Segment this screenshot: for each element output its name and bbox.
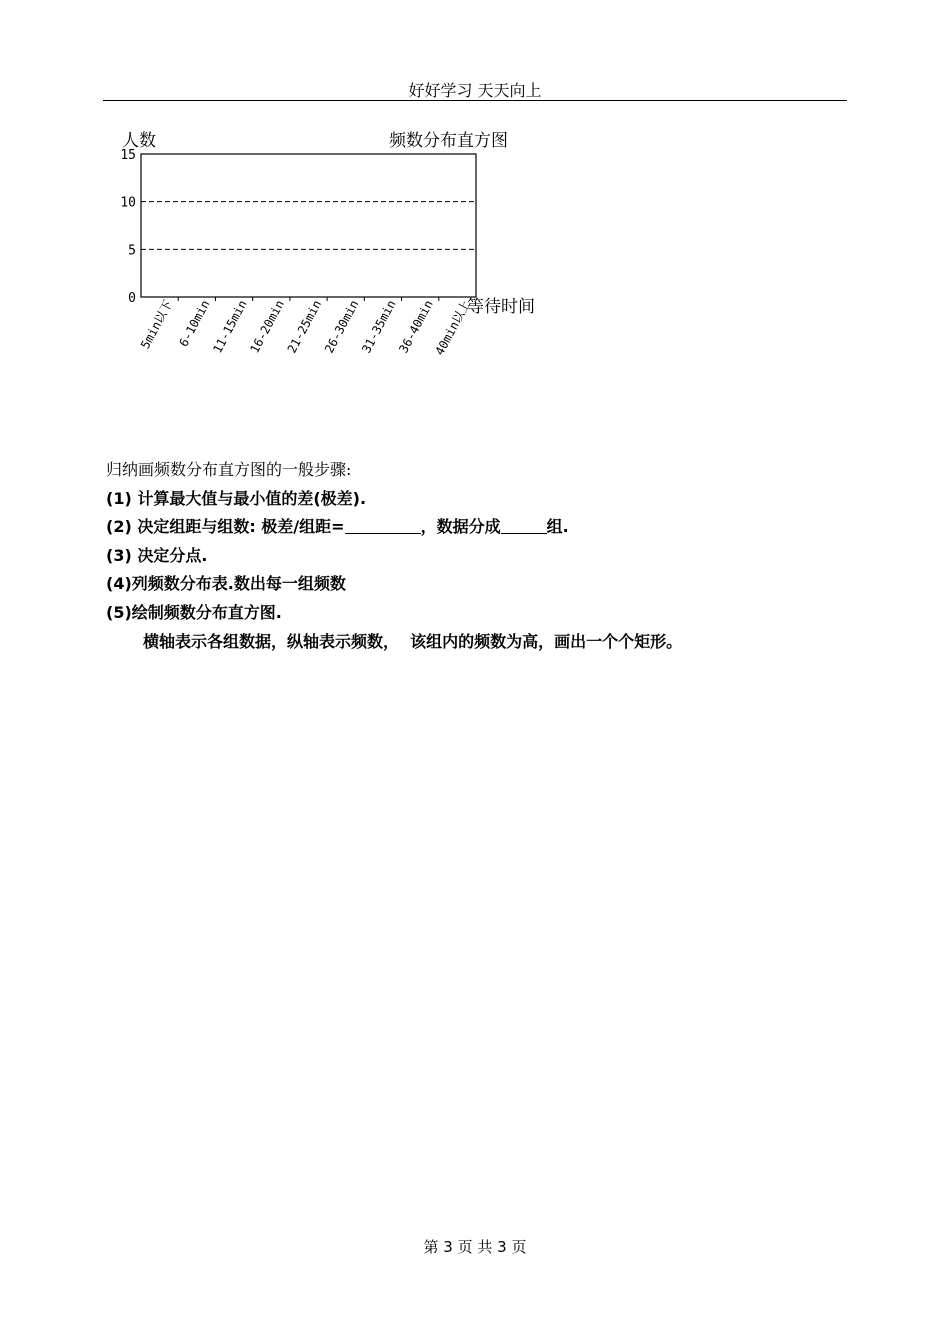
y-ticks xyxy=(120,148,136,306)
step-4: (4)列频数分布表.数出每一组频数 xyxy=(106,574,346,594)
y-tick-label: 5 xyxy=(128,243,136,259)
step-2-text-c: 组. xyxy=(546,517,569,537)
chart-xlabel: 等待时间 xyxy=(467,297,535,317)
x-category-label: 6-10min xyxy=(176,297,213,350)
page-header: 好好学习 天天向上 xyxy=(408,81,542,100)
x-category-label: 36-40min xyxy=(396,297,436,356)
y-tick-label: 15 xyxy=(120,148,136,163)
x-category-label: 40min以上 xyxy=(432,297,474,358)
grid-lines xyxy=(141,202,476,250)
blank-group-count[interactable] xyxy=(501,515,547,534)
step-2 xyxy=(106,513,682,542)
step-5: (5)绘制频数分布直方图. xyxy=(106,602,282,622)
plot-frame xyxy=(141,154,476,297)
blank-group-width[interactable] xyxy=(345,515,421,534)
x-category-label: 11-15min xyxy=(210,297,250,356)
x-category-label: 31-35min xyxy=(359,297,399,356)
step-2-text-b: ，数据分成 xyxy=(420,517,501,537)
steps-intro: 归纳画频数分布直方图的一般步骤: xyxy=(106,460,352,479)
x-ticks xyxy=(178,297,439,301)
step-2-text-a: (2) 决定组距与组数: 极差/组距= xyxy=(106,517,345,537)
x-category-label: 26-30min xyxy=(321,297,362,356)
steps-section xyxy=(106,456,682,656)
page-footer: 第 3 页 共 3 页 xyxy=(423,1238,527,1256)
histogram-chart xyxy=(100,122,560,382)
step-3: (3) 决定分点. xyxy=(106,545,208,565)
y-tick-label: 0 xyxy=(128,291,136,306)
chart-title: 频数分布直方图 xyxy=(389,131,508,151)
x-category-label: 21-25min xyxy=(284,297,325,356)
chart-ylabel: 人数 xyxy=(122,131,156,151)
y-tick-label: 10 xyxy=(120,195,136,211)
x-category-label: 5min以下 xyxy=(138,297,176,352)
x-categories xyxy=(138,297,473,357)
step-5-detail: 横轴表示各组数据，纵轴表示频数， 该组内的频数为高，画出一个个矩形。 xyxy=(143,631,683,651)
header-rule xyxy=(103,100,847,101)
x-category-label: 16-20min xyxy=(247,297,287,356)
step-1: (1) 计算最大值与最小值的差(极差). xyxy=(106,488,367,508)
